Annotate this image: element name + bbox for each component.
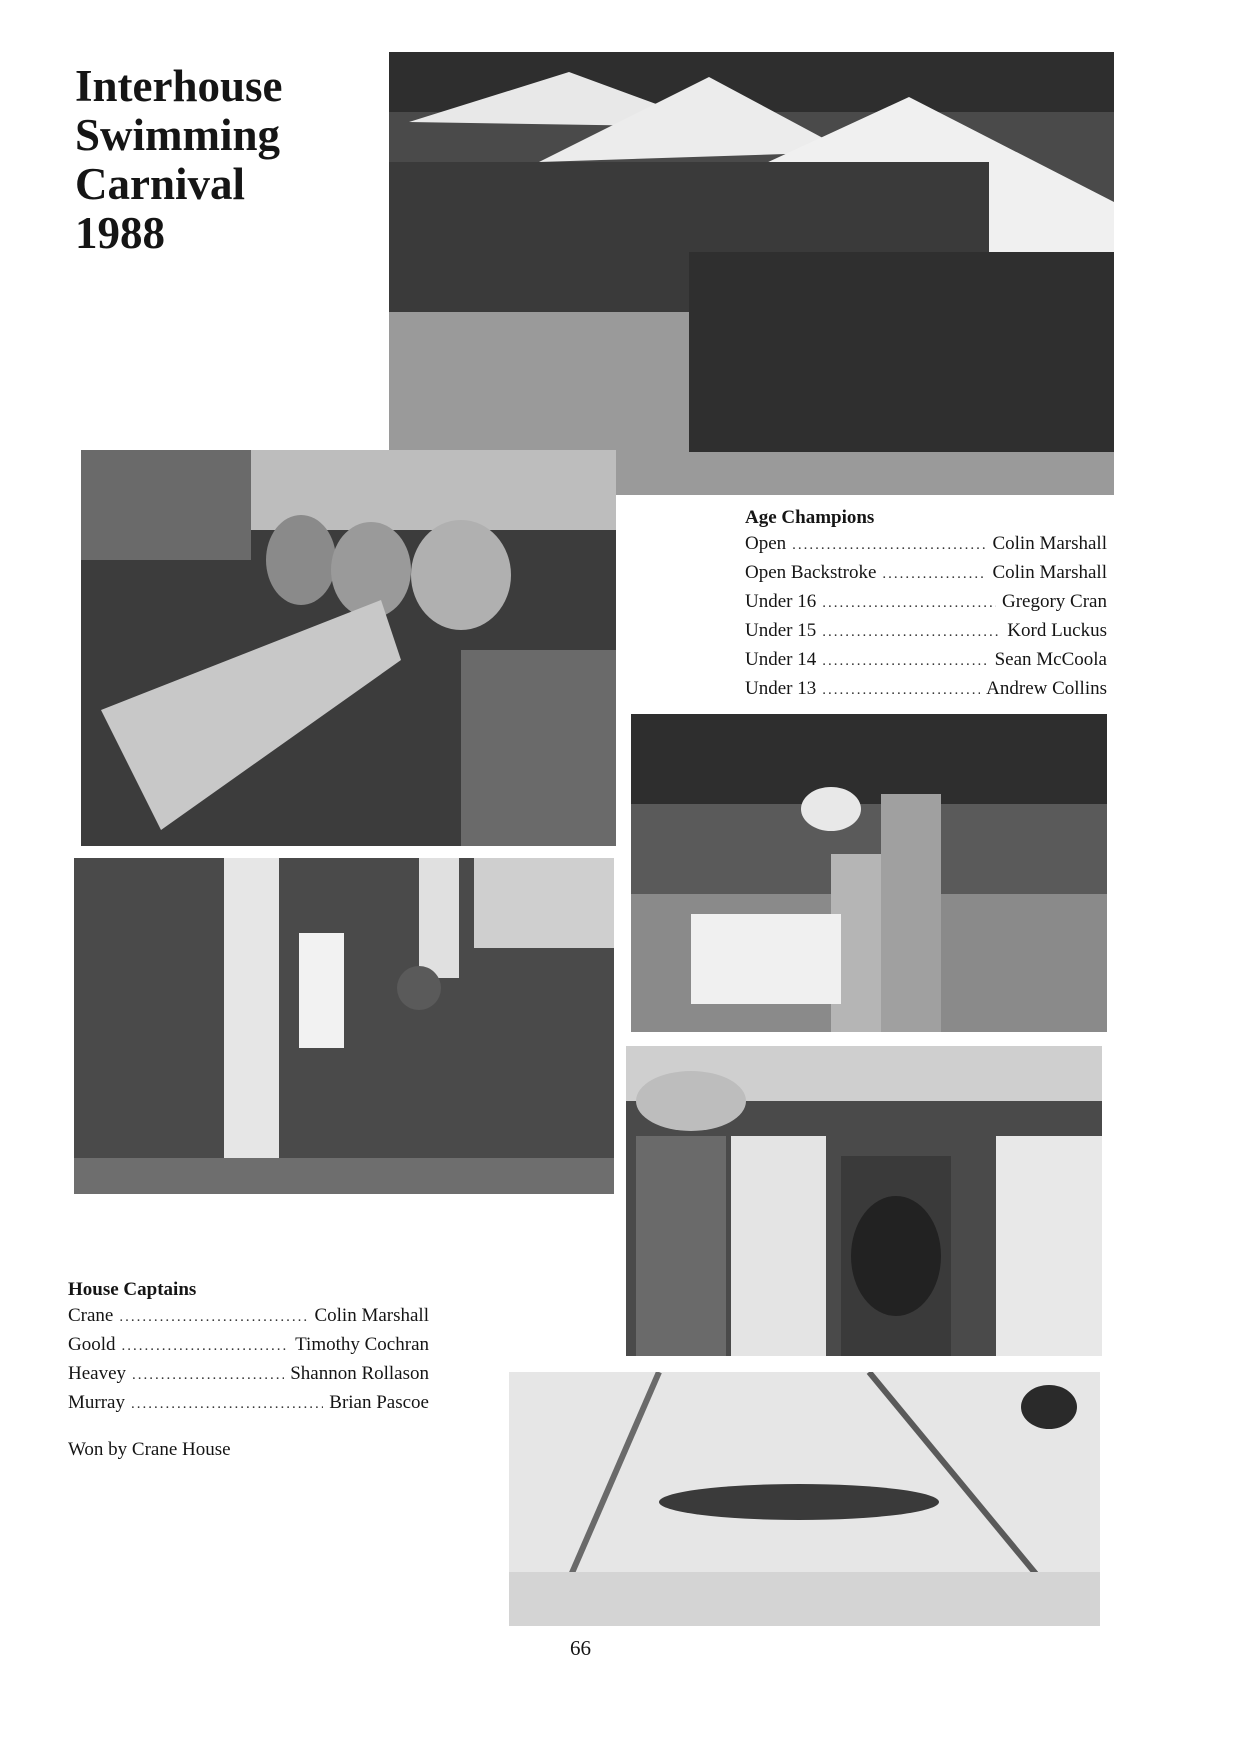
house-label: Crane — [68, 1305, 114, 1326]
list-item — [745, 620, 1107, 649]
leader-dots — [822, 653, 988, 670]
list-item — [68, 1334, 429, 1363]
page-number: 66 — [570, 1636, 591, 1660]
photo-group-trophy — [626, 1046, 1102, 1356]
list-item — [68, 1392, 429, 1421]
title-line: Swimming — [75, 110, 281, 160]
captain-name: Colin Marshall — [314, 1305, 429, 1326]
captain-name: Timothy Cochran — [295, 1334, 429, 1355]
leader-dots — [882, 566, 986, 583]
photo-swimmers-poolside — [631, 714, 1107, 1032]
photo-announcer-microphone — [74, 858, 614, 1194]
event-label: Under 14 — [745, 649, 817, 670]
event-label: Under 16 — [745, 591, 817, 612]
house-label: Goold — [68, 1334, 116, 1355]
age-champions-list — [745, 507, 1107, 707]
event-label: Open Backstroke — [745, 562, 877, 583]
title-line: Interhouse — [75, 61, 283, 111]
leader-dots — [122, 1338, 290, 1355]
leader-dots — [132, 1367, 284, 1384]
event-label: Under 15 — [745, 620, 817, 641]
leader-dots — [822, 595, 996, 612]
list-item — [745, 649, 1107, 678]
list-item — [745, 562, 1107, 591]
champion-name: Sean McCoola — [994, 649, 1107, 670]
list-item — [745, 678, 1107, 707]
leader-dots — [119, 1309, 308, 1326]
captain-name: Shannon Rollason — [290, 1363, 429, 1384]
champion-name: Colin Marshall — [992, 562, 1107, 583]
leader-dots — [822, 682, 980, 699]
champion-name: Gregory Cran — [1002, 591, 1107, 612]
house-captains-heading: House Captains — [68, 1279, 197, 1300]
photo-spectators-umbrellas — [389, 52, 1114, 495]
age-champions-heading: Age Champions — [745, 507, 875, 528]
list-item — [745, 591, 1107, 620]
list-item — [68, 1305, 429, 1334]
title-line: Carnival — [75, 159, 246, 209]
event-label: Under 13 — [745, 678, 817, 699]
captain-name: Brian Pascoe — [329, 1392, 429, 1413]
house-captains-list — [68, 1279, 429, 1421]
list-item — [68, 1363, 429, 1392]
house-label: Heavey — [68, 1363, 127, 1384]
title-line: 1988 — [75, 208, 165, 258]
photo-swimmer-butterfly — [509, 1372, 1100, 1626]
event-label: Open — [745, 533, 787, 554]
leader-dots — [822, 624, 1001, 641]
list-item — [745, 533, 1107, 562]
leader-dots — [792, 537, 986, 554]
leader-dots — [131, 1396, 323, 1413]
page-title — [75, 62, 283, 258]
winner-statement: Won by Crane House — [68, 1439, 231, 1460]
champion-name: Kord Luckus — [1007, 620, 1107, 641]
photo-boys-megaphones — [81, 450, 616, 846]
champion-name: Andrew Collins — [986, 678, 1107, 699]
house-label: Murray — [68, 1392, 125, 1413]
champion-name: Colin Marshall — [992, 533, 1107, 554]
